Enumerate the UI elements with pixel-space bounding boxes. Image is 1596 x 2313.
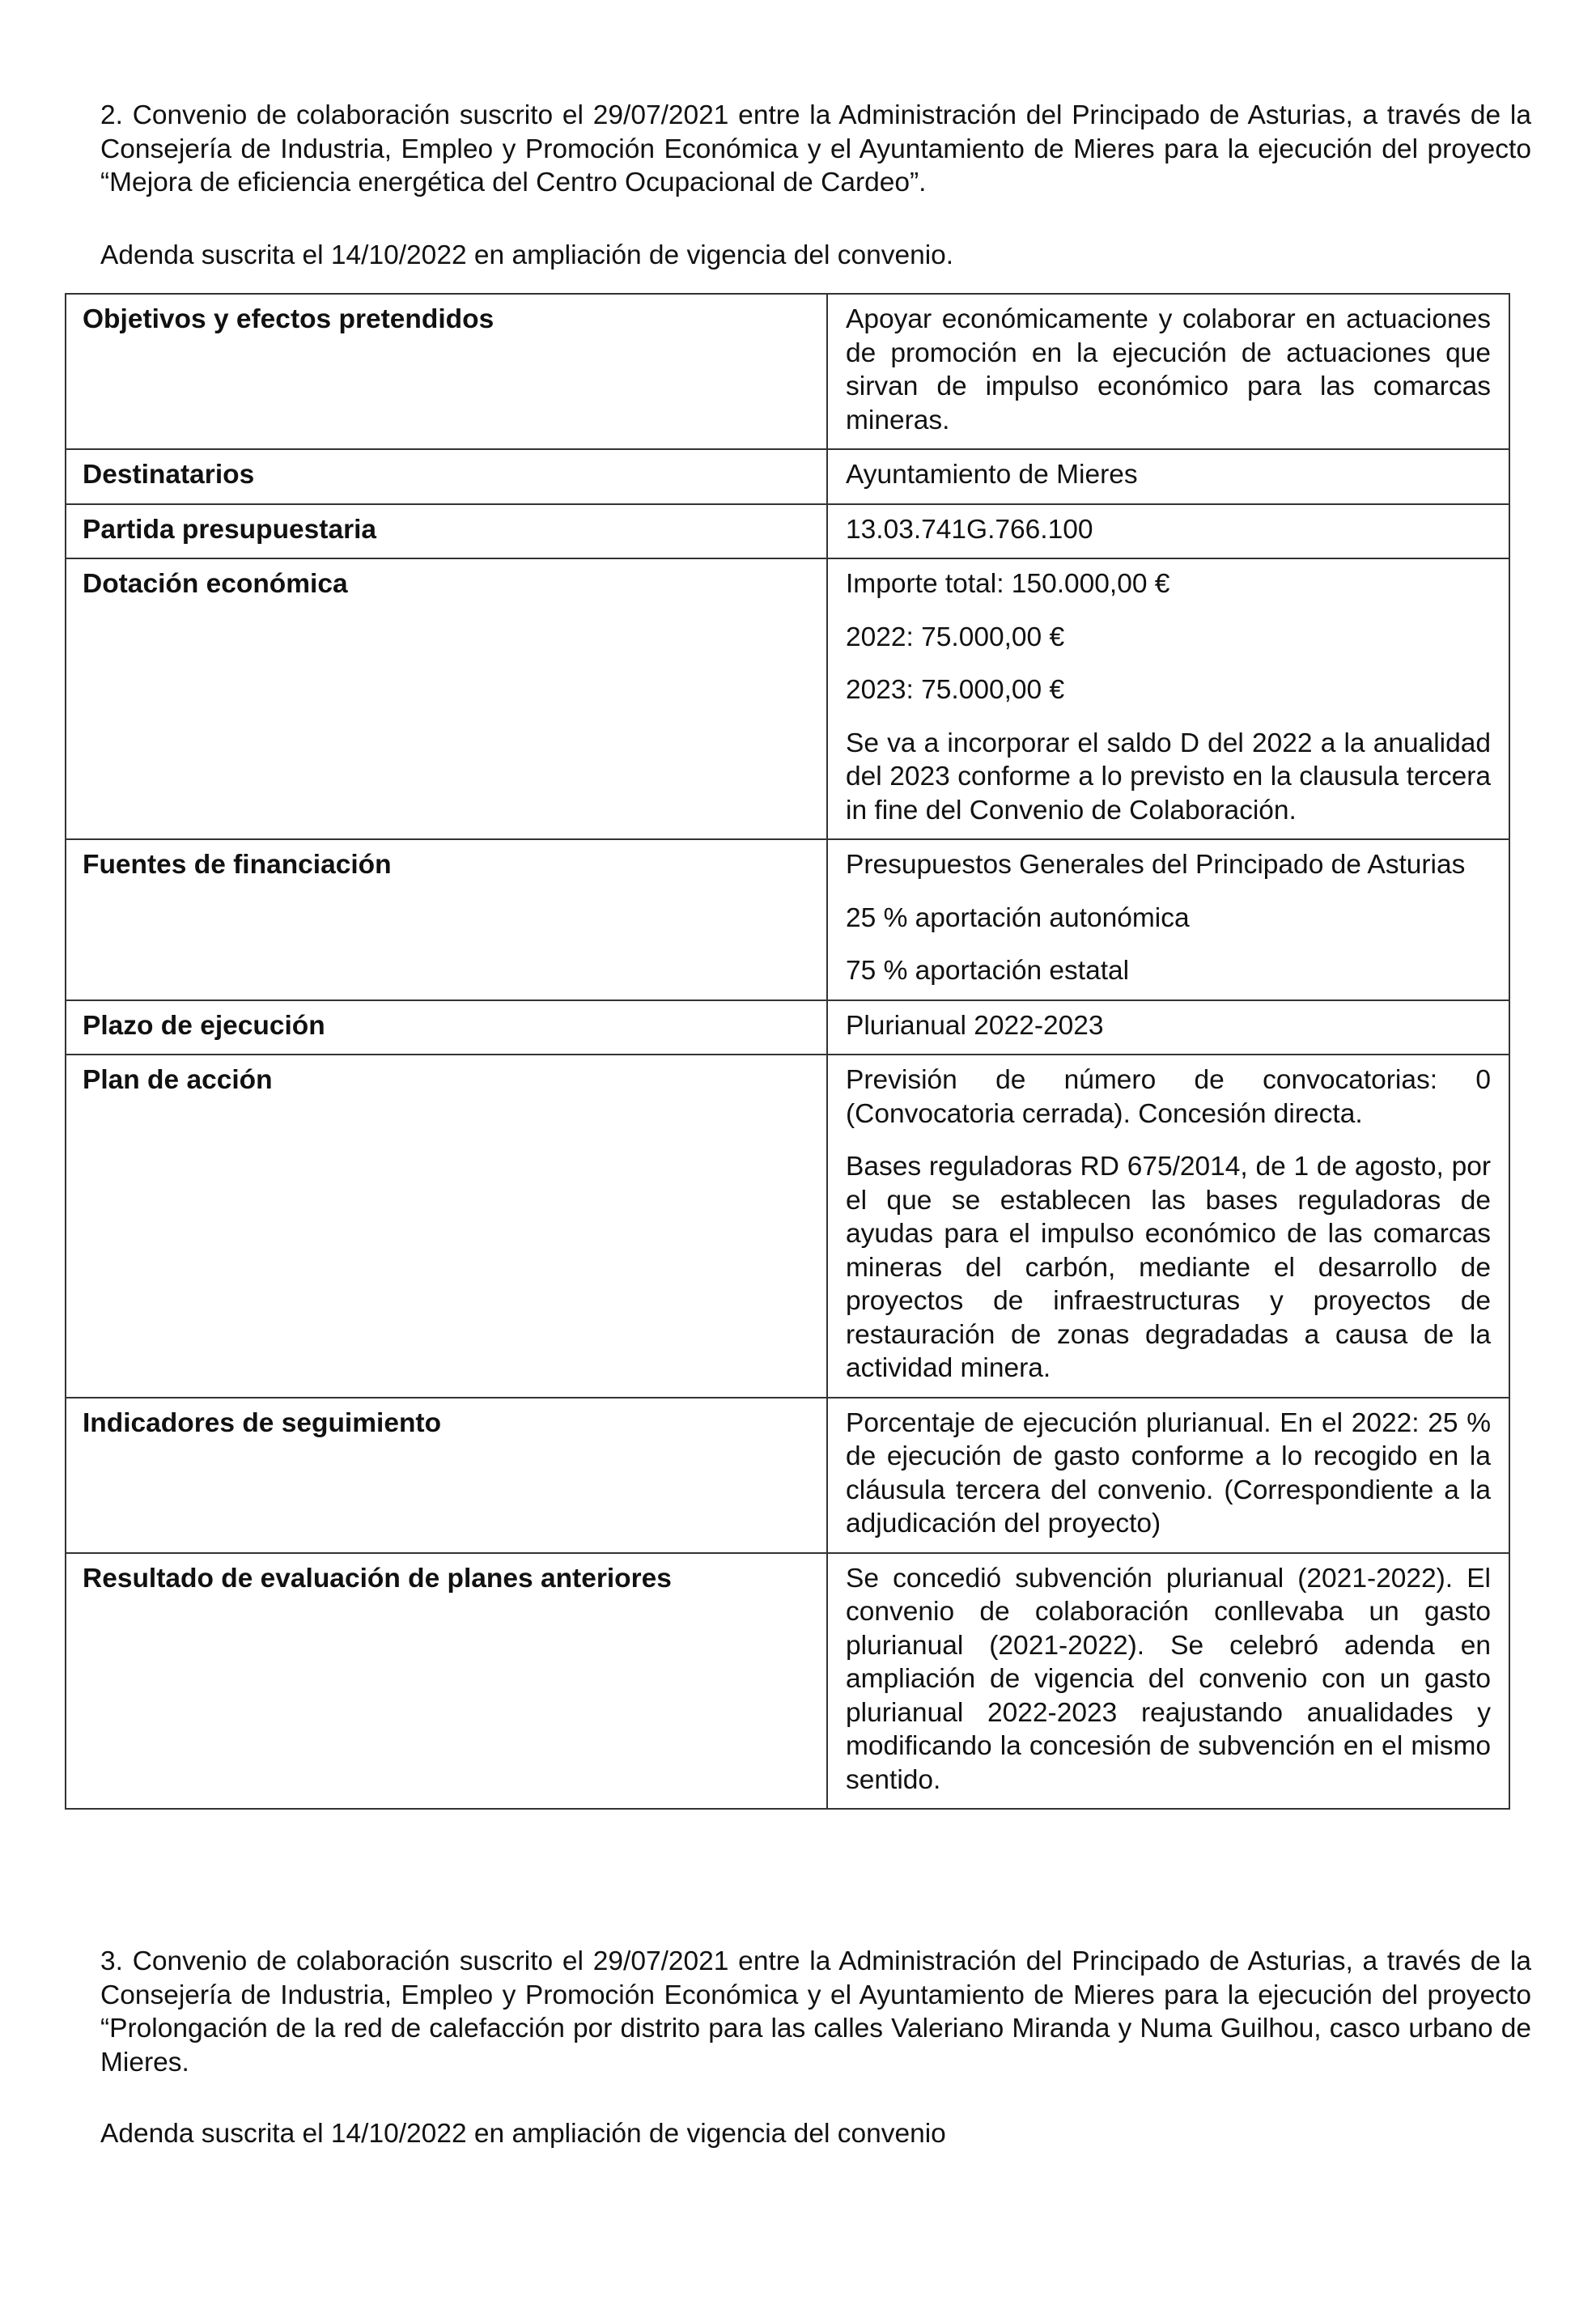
- value-line: Previsión de número de convocatorias: 0 (Convocatoria cerrada). Concesión directa.: [846, 1065, 1491, 1129]
- table-row: [66, 558, 1509, 839]
- row-label: Indicadores de seguimiento: [66, 1398, 827, 1553]
- table-row: [66, 1000, 1509, 1055]
- table-row: [66, 449, 1509, 504]
- table-row: [66, 294, 1509, 449]
- value-line: Se va a incorporar el saldo D del 2022 a la anualidad del 2023 conforme a lo previsto en la clausula tercera in fine del Convenio de Colaboración.: [846, 728, 1491, 825]
- table-row: [66, 1398, 1509, 1553]
- value-line: Porcentaje de ejecución plurianual. En el 2022: 25 % de ejecución de gasto conforme a lo recogido en la cláusula tercera del convenio. (Correspondiente a la adjudicación del proyecto): [846, 1407, 1491, 1538]
- row-label: Destinatarios: [66, 449, 827, 504]
- table-row: [66, 1055, 1509, 1398]
- value-line: 2023: 75.000,00 €: [846, 675, 1065, 705]
- section-3-adenda: Adenda suscrita el 14/10/2022 en ampliación de vigencia del convenio: [100, 2119, 946, 2149]
- value-line: Apoyar económicamente y colaborar en actuaciones de promoción en la ejecución de actuaciones que sirvan de impulso económico para las comarcas mineras.: [846, 304, 1491, 435]
- row-value: [827, 1553, 1509, 1810]
- section-2-intro: 2. Convenio de colaboración suscrito el 29/07/2021 entre la Administración del Principado de Asturias, a través de la Consejería de Industria, Empleo y Promoción Económica y el Ayuntamiento de Mieres para la ejecución del proyecto “Mejora de eficiencia energética del Centro Ocupacional de Cardeo”.: [100, 100, 1531, 197]
- value-line: Importe total: 150.000,00 €: [846, 569, 1170, 599]
- table-row: [66, 839, 1509, 1000]
- value-line: 25 % aportación autonómica: [846, 902, 1190, 933]
- value-line: Presupuestos Generales del Principado de Asturias: [846, 850, 1466, 880]
- section-3-intro: 3. Convenio de colaboración suscrito el 29/07/2021 entre la Administración del Principado de Asturias, a través de la Consejería de Industria, Empleo y Promoción Económica y el Ayuntamiento de Mieres para la ejecución del proyecto “Prolongación de la red de calefacción por distrito para las calles Valeriano Miranda y Numa Guilhou, casco urbano de Mieres.: [100, 1946, 1531, 2077]
- row-value: [827, 449, 1509, 504]
- value-line: Se concedió subvención plurianual (2021-2022). El convenio de colaboración conllevaba un gasto plurianual (2021-2022). Se celebró adenda en ampliación de vigencia del convenio con un gasto plurianual 2022-2023 reajustando anualidades y modificando la concesión de subvención en el mismo sentido.: [846, 1563, 1491, 1795]
- value-line: Plurianual 2022-2023: [846, 1010, 1104, 1041]
- table-row: [66, 504, 1509, 559]
- section-2-adenda: Adenda suscrita el 14/10/2022 en ampliación de vigencia del convenio.: [100, 240, 954, 270]
- row-value: [827, 839, 1509, 1000]
- row-label: Fuentes de financiación: [66, 839, 827, 1000]
- row-label: Plan de acción: [66, 1055, 827, 1398]
- value-line: 75 % aportación estatal: [846, 956, 1130, 986]
- row-label: Dotación económica: [66, 558, 827, 839]
- row-value: [827, 558, 1509, 839]
- section-2-info-table: [65, 293, 1510, 1810]
- row-label: Objetivos y efectos pretendidos: [66, 294, 827, 449]
- value-line: Ayuntamiento de Mieres: [846, 460, 1138, 490]
- value-line: Bases reguladoras RD 675/2014, de 1 de agosto, por el que se establecen las bases reguladoras de ayudas para el impulso económico de las comarcas mineras del carbón, mediante el desarrollo de proyectos de infraestructuras y proyectos de restauración de zonas degradadas a causa de la actividad minera.: [846, 1152, 1491, 1383]
- row-label: Plazo de ejecución: [66, 1000, 827, 1055]
- row-value: [827, 294, 1509, 449]
- table-row: [66, 1553, 1509, 1810]
- row-label: Resultado de evaluación de planes anteriores: [66, 1553, 827, 1810]
- row-value: [827, 1000, 1509, 1055]
- row-value: [827, 504, 1509, 559]
- row-value: [827, 1055, 1509, 1398]
- value-line: 2022: 75.000,00 €: [846, 622, 1065, 652]
- row-label: Partida presupuestaria: [66, 504, 827, 559]
- row-value: [827, 1398, 1509, 1553]
- value-line: 13.03.741G.766.100: [846, 514, 1093, 545]
